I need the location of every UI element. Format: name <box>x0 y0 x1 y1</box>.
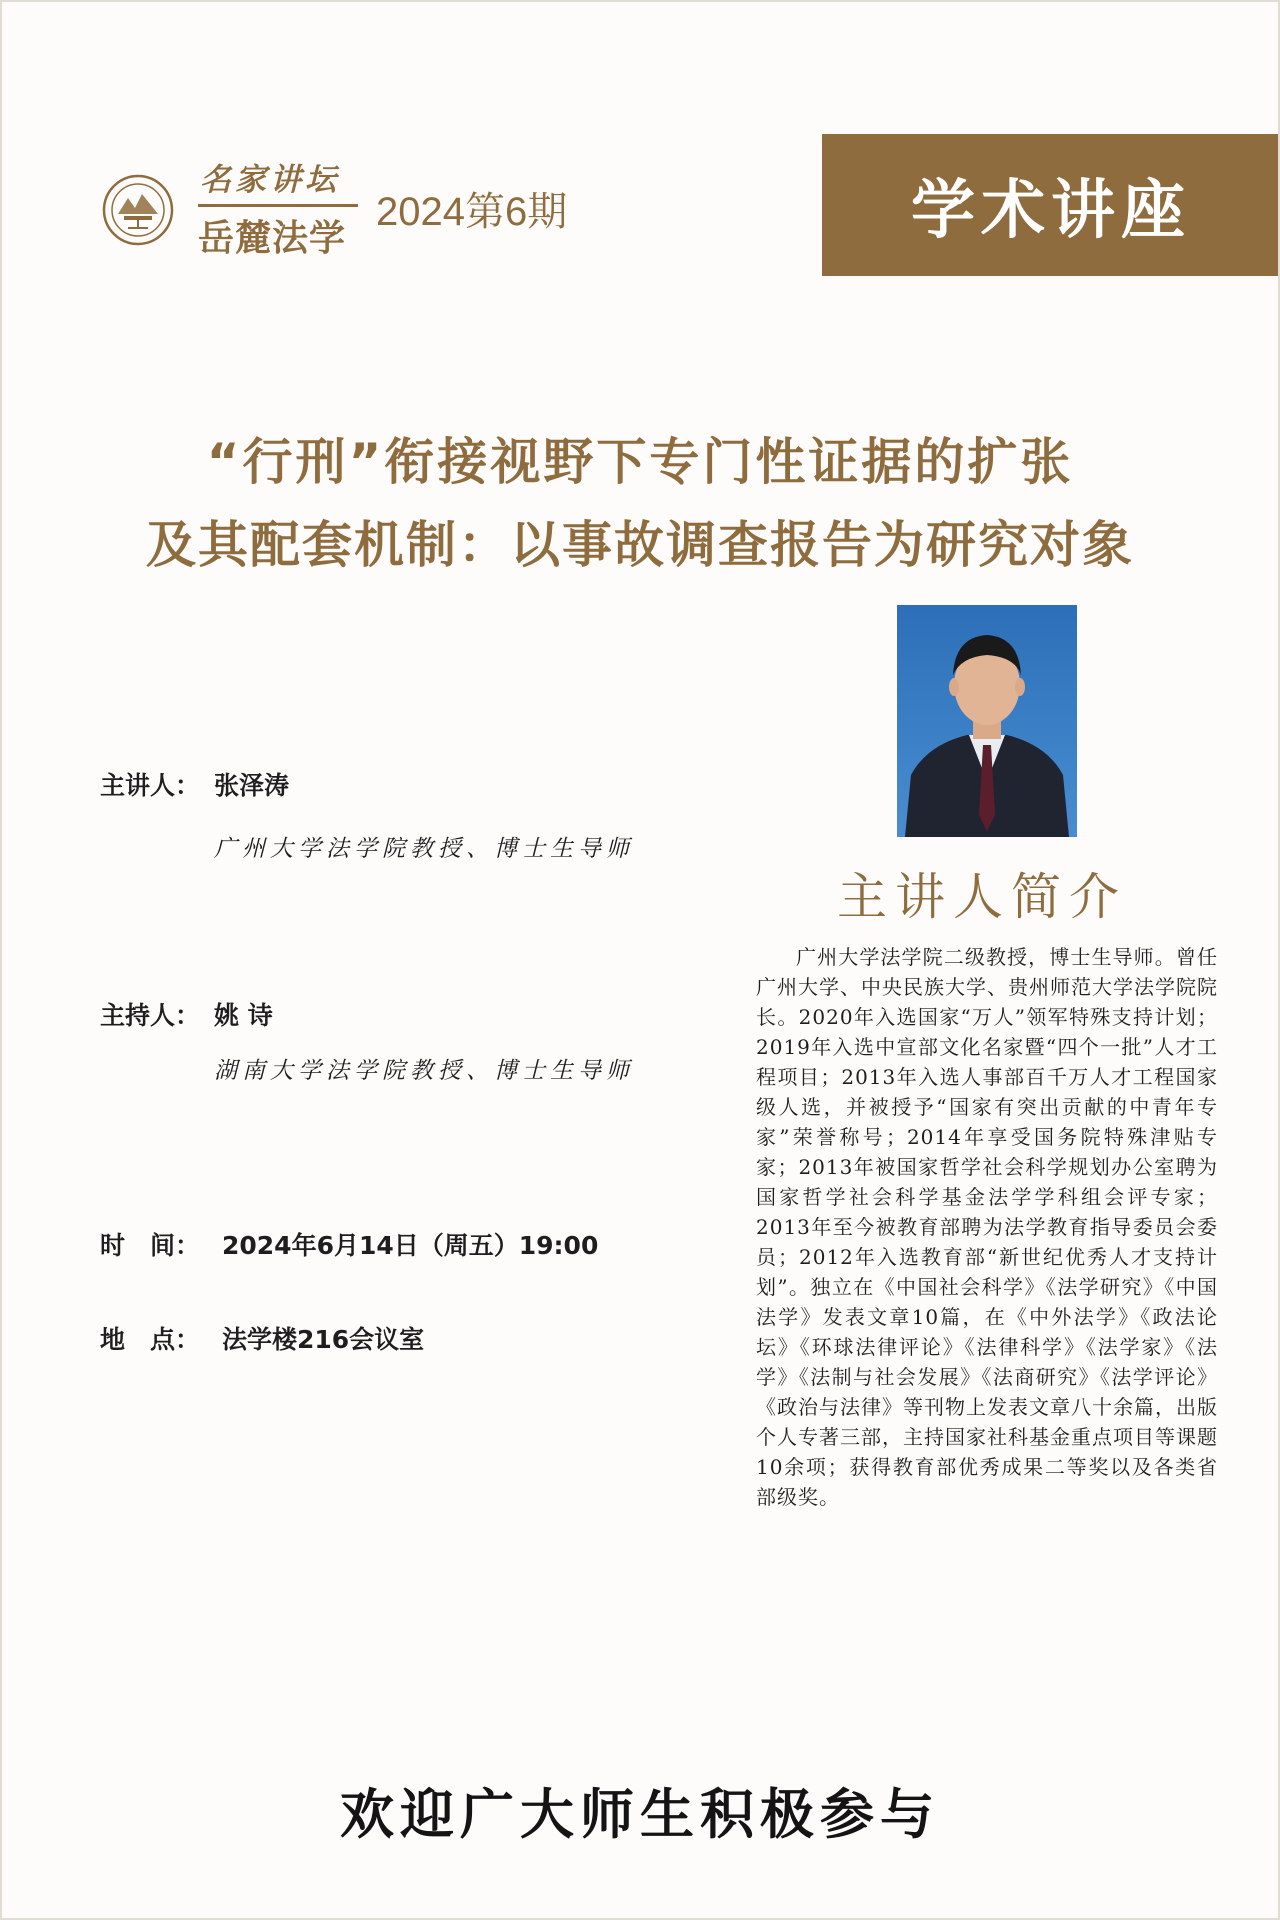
time-value: 2024年6月14日（周五）19:00 <box>222 1231 599 1260</box>
lecture-title-line-2: 及其配套机制：以事故调查报告为研究对象 <box>146 516 1134 574</box>
place-label: 地 点： <box>100 1325 201 1354</box>
banner-label: 学术讲座 <box>911 174 1191 248</box>
speaker-label: 主讲人： <box>100 771 201 800</box>
issue-number: 2024第6期 <box>376 190 568 234</box>
portrait-illustration <box>897 605 1077 837</box>
brand-series-name: 名家讲坛 <box>200 162 340 198</box>
speaker-portrait <box>897 605 1077 837</box>
brand-school-name: 岳麓法学 <box>198 218 347 259</box>
lecture-type-banner <box>822 134 1280 276</box>
host-affiliation: 湖南大学法学院教授、博士生导师 <box>214 1058 634 1084</box>
bio-heading: 主讲人简介 <box>837 868 1127 926</box>
host-name: 姚 诗 <box>214 1001 273 1030</box>
lecture-title-line-1: “行刑”衔接视野下专门性证据的扩张 <box>206 433 1074 491</box>
speaker-name: 张泽涛 <box>214 771 290 800</box>
time-label: 时 间： <box>100 1231 201 1260</box>
place-value: 法学楼216会议室 <box>222 1325 425 1354</box>
host-label: 主持人： <box>100 1001 201 1030</box>
speaker-affiliation: 广州大学法学院教授、博士生导师 <box>214 836 634 862</box>
brand-divider <box>198 204 358 207</box>
bio-text: 广州大学法学院二级教授，博士生导师。曾任广州大学、中央民族大学、贵州师范大学法学院院长。2020年入选国家“万人”领军特殊支持计划；2019年入选中宣部文化名家暨“四个一批”人才工程项目；2013年入选人事部百千万人才工程国家级人选，并被授予“国家有突出贡献的中青年专家”荣誉称号；2014年享受国务院特殊津贴专家；2013年被国家哲学社会科学规划办公室聘为国家哲学社会科学基金法学学科组会评专家；2013年至今被教育部聘为法学教育指导委员会委员；2012年入选教育部“新世纪优秀人才支持计划”。独立在《中国社会科学》《法学研究》《中国法学》发表文章10篇，在《中外法学》《政法论坛》《环球法律评论》《法律科学》《法学家》《法学》《法制与社会发展》《法商研究》《法学评论》《政治与法律》等刊物上发表文章八十余篇，出版个人专著三部，主持国家社科基金重点项目等课题10余项；获得教育部优秀成果二等奖以及各类省部级奖。 <box>756 945 1218 1509</box>
university-seal-logo <box>102 174 174 246</box>
welcome-footer: 欢迎广大师生积极参与 <box>340 1783 940 1846</box>
